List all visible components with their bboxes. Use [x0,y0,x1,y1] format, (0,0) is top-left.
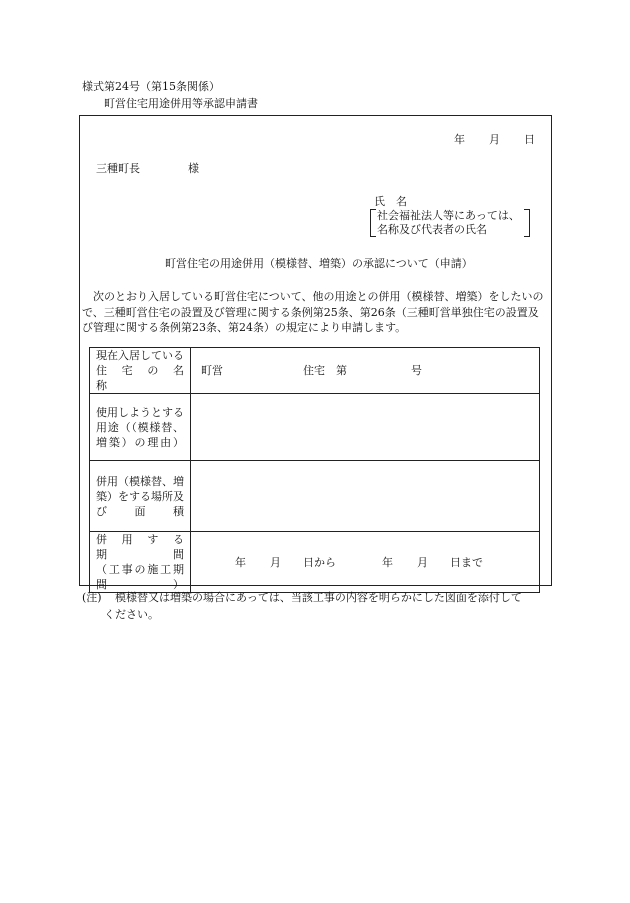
table-row [90,532,540,593]
body-text: 次のとおり入居している町営住宅について、他の用途との併用（模様替、増築）をしたいので、三種町営住宅の設置及び管理に関する条例第25条、第26条（三種町営単独住宅の設置及び管理に関する条例第23条、第24条）の規定により申請します。 [82,290,544,334]
current-house-value[interactable] [191,348,540,394]
table-row [90,461,540,532]
bracket-left [370,209,376,237]
date-month: 月 [489,133,500,146]
date-year: 年 [454,133,465,146]
note-line2: ください。 [104,608,159,621]
value-town: 町営 [201,364,223,377]
table-row [90,348,540,394]
subject-line: 町営住宅の用途併用（模様替、増築）の承認について（申請） [165,257,473,270]
intended-use-field[interactable] [191,394,540,461]
from-day: 日から [303,555,336,569]
application-table [89,347,540,593]
to-day: 日まで [450,555,483,569]
to-year: 年 [382,555,393,569]
from-year: 年 [235,555,246,569]
form-title: 町営住宅用途併用等承認申請書 [104,97,258,110]
bracket-right [524,209,530,237]
applicant-note-line2: 名称及び代表者の氏名 [377,223,487,236]
applicant-note-line1: 社会福祉法人等にあっては、 [377,209,520,222]
table-row [90,394,540,461]
note-line1: 模様替又は増築の場合にあっては、当該工事の内容を明らかにした図面を添付して [115,591,522,604]
note-mark: (注) [82,591,102,604]
location-area-field[interactable] [191,461,540,532]
applicant-name-label: 氏 名 [374,195,407,208]
period-field[interactable] [191,532,540,593]
value-number: 号 [411,364,422,377]
date-day: 日 [524,133,535,146]
row-label-intended-use: 使用しようとする 用途（（模様替、 増築）の理由） [90,394,191,461]
from-month: 月 [270,555,281,569]
value-house: 住宅 第 [303,364,347,377]
addressee-name: 三種町長 [96,162,140,175]
to-month: 月 [417,555,428,569]
row-label-period: 併 用 す る 期 間 （工事の施工期間） [90,532,191,593]
form-number: 様式第24号（第15条関係） [82,80,220,93]
row-label-location-area: 併用（模様替、増 築）をする場所及 び 面 積 [90,461,191,532]
addressee-honorific: 様 [188,162,199,175]
row-label-current-house: 現在入居している 住 宅 の 名 称 [90,348,191,394]
